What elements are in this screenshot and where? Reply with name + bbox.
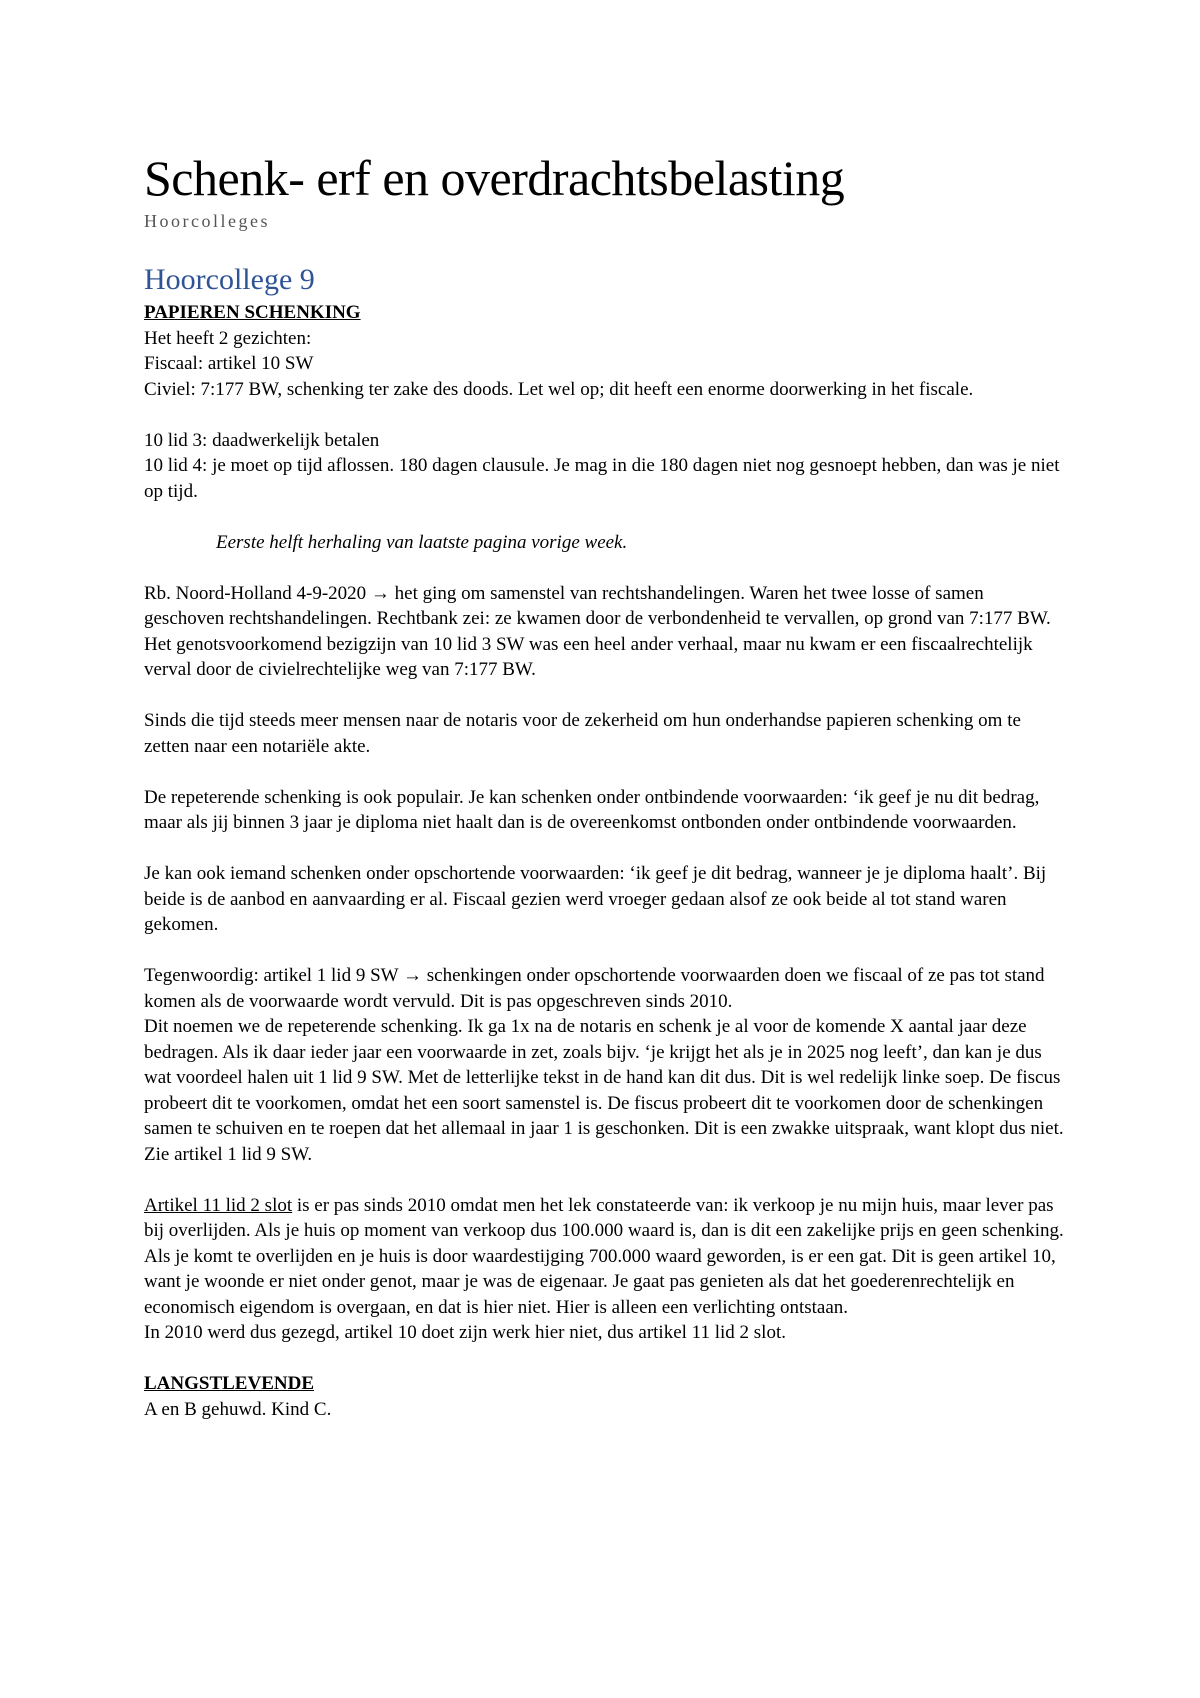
paragraph-rechtbank: Rb. Noord-Holland 4-9-2020 → het ging om samenstel van rechtshandelingen. Waren het twee losse of samen geschoven rechtshandelingen. Rechtbank zei: ze kwamen door de verbondenheid te vervallen, op grond van 7:177 BW. Het genotsvoorkomend bezigzijn van 10 lid 3 SW was een heel ander verhaal, maar nu kwam er een fiscaalrechtelijk verval door de civielrechtelijke weg van 7:177 BW.	[144, 582, 1051, 680]
blank-line	[144, 938, 1064, 964]
paragraph-sinds: Sinds die tijd steeds meer mensen naar de notaris voor de zekerheid om hun onderhandse papieren schenking om te zetten naar een notariële akte.	[144, 710, 1021, 757]
artikel-11-text: is er pas sinds 2010 omdat men het lek constateerde van: ik verkoop je nu mijn huis, maar lever pas bij overlijden. Als je huis op moment van verkoop dus 100.000 waard is, dan is dit een zakelijke prijs en geen schenking. Als je komt te overlijden en je huis is door waardestijging 700.000 waard geworden, is er een gat. Dit is geen artikel 10, want je woonde er niet onder genot, maar je was de eigenaar. Je gaat pas genieten als dat het goederenrechtelijk en economisch eigendom is overgaan, en dat is hier niet. Hier is alleen een verlichting ontstaan.	[144, 1194, 1064, 1318]
paragraph-dit-noemen: Dit noemen we de repeterende schenking. Ik ga 1x na de notaris en schenk je al voor de komende X aantal jaar deze bedragen. Als ik daar ieder jaar een voorwaarde in zet, zoals bijv. ‘je krijgt het als je in 2025 nog leeft’, dan kan je dus wat voordeel halen uit 1 lid 9 SW. Met de letterlijke tekst in de hand kan dit dus. Dit is wel redelijk linke soep. De fiscus probeert dit te voorkomen, omdat het een soort samenstel is. De fiscus probeert dit te voorkomen door de schenkingen samen te schuiven en te roepen dat het allemaal in jaar 1 is geschonken. Dit is een zwakke uitspraak, want klopt dus niet. Zie artikel 1 lid 9 SW.	[144, 1016, 1064, 1165]
subheading-papieren-schenking: PAPIEREN SCHENKING	[144, 302, 361, 323]
document-body	[144, 150, 1064, 1422]
artikel-11-reference: Artikel 11 lid 2 slot	[144, 1194, 293, 1216]
subheading-langstlevende: LANGSTLEVENDE	[144, 1373, 314, 1394]
document-subtitle: Hoorcolleges	[144, 211, 270, 231]
document-title: Schenk- erf en overdrachtsbelasting	[144, 150, 845, 206]
blank-line	[144, 1167, 1064, 1193]
paragraph-2010: In 2010 werd dus gezegd, artikel 10 doet zijn werk hier niet, dus artikel 11 lid 2 slot.	[144, 1322, 786, 1343]
blank-line	[144, 555, 1064, 581]
paragraph-tegenwoordig: Tegenwoordig: artikel 1 lid 9 SW → schenkingen onder opschortende voorwaarden doen we fiscaal of ze pas tot stand komen als de voorwaarde wordt vervuld. Dit is pas opgeschreven sinds 2010.	[144, 965, 1045, 1012]
paragraph-line: Fiscaal: artikel 10 SW	[144, 353, 314, 374]
paragraph-repeterend: De repeterende schenking is ook populair. Je kan schenken onder ontbindende voorwaarden: ‘ik geef je nu dit bedrag, maar als jij binnen 3 jaar je diploma niet haalt dan is de overeenkomst ontbonden onder ontbindende voorwaarden.	[144, 786, 1040, 833]
paragraph-artikel-11	[144, 1193, 1064, 1321]
paragraph-langstlevende: A en B gehuwd. Kind C.	[144, 1398, 332, 1420]
paragraph-lid4: 10 lid 4: je moet op tijd aflossen. 180 dagen clausule. Je mag in die 180 dagen niet nog gesnoept hebben, dan was je niet op tijd.	[144, 455, 1060, 502]
paragraph-line: Civiel: 7:177 BW, schenking ter zake des doods. Let wel op; dit heeft een enorme doorwerking in het fiscale.	[144, 378, 974, 400]
italic-note: Eerste helft herhaling van laatste pagina vorige week.	[216, 531, 628, 553]
blank-line	[144, 402, 1064, 428]
blank-line	[144, 759, 1064, 785]
heading-hoorcollege-9: Hoorcollege 9	[144, 263, 315, 296]
paragraph-opschortend: Je kan ook iemand schenken onder opschortende voorwaarden: ‘ik geef je dit bedrag, wanneer je je diploma haalt’. Bij beide is de aanbod en aanvaarding er al. Fiscaal gezien werd vroeger gedaan alsof ze ook beide al tot stand waren gekomen.	[144, 863, 1047, 935]
blank-line	[144, 1346, 1064, 1372]
blank-line	[144, 683, 1064, 709]
blank-line	[144, 504, 1064, 530]
paragraph-line: Het heeft 2 gezichten:	[144, 327, 312, 349]
blank-line	[144, 836, 1064, 862]
paragraph-lid3: 10 lid 3: daadwerkelijk betalen	[144, 429, 380, 451]
